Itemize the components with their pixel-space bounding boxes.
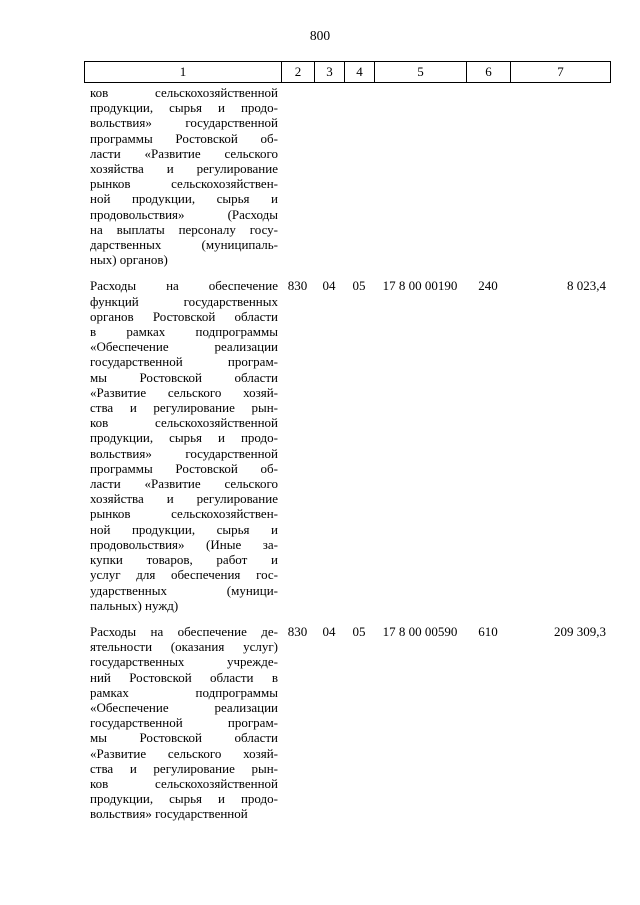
section-code: 04 xyxy=(322,278,336,294)
page-number: 800 xyxy=(309,28,331,43)
row-description xyxy=(84,85,281,267)
description-line: ной продукции, сырья и xyxy=(90,191,278,207)
description-line: услуг для обеспечения гос- xyxy=(90,567,278,583)
subsection-code: 05 xyxy=(352,623,366,639)
expense-type-code xyxy=(466,85,510,267)
description-line: ятельности (оказания услуг) xyxy=(90,639,278,655)
description-line: ков сельскохозяйственной xyxy=(90,775,278,791)
description-line: вольствия» государственной xyxy=(90,445,278,461)
description-line: мы Ростовской области xyxy=(90,369,278,385)
expense-type-code: 610 xyxy=(478,623,498,639)
description-line: ства и регулирование рын- xyxy=(90,760,278,776)
header-col-2: 2 xyxy=(282,62,315,83)
description-line: «Развитие сельского хозяй- xyxy=(90,745,278,761)
description-line: программы Ростовской об- xyxy=(90,460,278,476)
description-line: рынков сельскохозяйствен- xyxy=(90,506,278,522)
section-code xyxy=(314,85,344,267)
description-line: ков сельскохозяйственной xyxy=(90,415,278,431)
description-line: купки товаров, работ и xyxy=(90,552,278,568)
header-col-6: 6 xyxy=(467,62,511,83)
description-line: ков сельскохозяйственной xyxy=(90,85,278,100)
description-line: «Развитие сельского хозяй- xyxy=(90,384,278,400)
description-line: ласти «Развитие сельского xyxy=(90,145,278,161)
description-line: продовольствия» (Иные за- xyxy=(90,536,278,552)
description-line: органов Ростовской области xyxy=(90,308,278,324)
description-line: ной продукции, сырья и xyxy=(90,521,278,537)
description-line: дарственных (муниципаль- xyxy=(90,237,278,253)
description-line: в рамках подпрограммы xyxy=(90,324,278,340)
description-line: ства и регулирование рын- xyxy=(90,400,278,416)
description-line: хозяйства и регулирование xyxy=(90,161,278,177)
row-spacer xyxy=(84,267,610,278)
description-line: мы Ростовской области xyxy=(90,730,278,746)
ministry-code: 830 xyxy=(287,623,308,639)
expense-type-code: 240 xyxy=(478,278,498,294)
description-line: Расходы на обеспечение xyxy=(90,278,278,294)
description-line: программы Ростовской об- xyxy=(90,130,278,146)
description-line: государственной програм- xyxy=(90,354,278,370)
header-col-5: 5 xyxy=(375,62,467,83)
table-row xyxy=(84,278,610,612)
table-row xyxy=(84,85,610,267)
description-line: пальных) нужд) xyxy=(90,597,179,613)
description-line: функций государственных xyxy=(90,293,278,309)
row-spacer xyxy=(84,613,610,624)
amount-value: 8 023,4 xyxy=(567,278,606,294)
description-line: ударственных (муници- xyxy=(90,582,278,598)
description-line: Расходы на обеспечение де- xyxy=(90,623,278,639)
description-line: ласти «Развитие сельского xyxy=(90,476,278,492)
header-col-7: 7 xyxy=(511,62,611,83)
header-col-1: 1 xyxy=(85,62,282,83)
description-line: государственной програм- xyxy=(90,715,278,731)
description-line: государственных учрежде- xyxy=(90,654,278,670)
description-line: продукции, сырья и продо- xyxy=(90,100,278,116)
ministry-code: 830 xyxy=(287,278,308,294)
target-article-code: 17 8 00 00590 xyxy=(382,623,458,639)
ministry-code xyxy=(281,85,314,267)
table-row xyxy=(84,624,610,822)
description-line: вольствия» государственной xyxy=(90,115,278,131)
description-line: рынков сельскохозяйствен- xyxy=(90,176,278,192)
header-col-4: 4 xyxy=(345,62,375,83)
expense-table xyxy=(84,85,610,822)
amount-value: 209 309,3 xyxy=(554,623,606,639)
description-line: продовольствия» (Расходы xyxy=(90,206,278,222)
header-row xyxy=(85,62,611,83)
description-line: вольствия» государственной xyxy=(90,806,248,822)
subsection-code: 05 xyxy=(352,278,366,294)
description-line: ных) органов) xyxy=(90,252,168,268)
description-line: хозяйства и регулирование xyxy=(90,491,278,507)
description-line: на выплаты персоналу госу- xyxy=(90,221,278,237)
subsection-code xyxy=(344,85,374,267)
section-code: 04 xyxy=(322,623,336,639)
description-line: «Обеспечение реализации xyxy=(90,339,278,355)
row-description xyxy=(84,624,281,822)
header-col-3: 3 xyxy=(315,62,345,83)
target-article-code xyxy=(374,85,466,267)
description-line: ний Ростовской области в xyxy=(90,669,278,685)
description-line: продукции, сырья и продо- xyxy=(90,791,278,807)
target-article-code: 17 8 00 00190 xyxy=(382,278,458,294)
description-line: продукции, сырья и продо- xyxy=(90,430,278,446)
row-description xyxy=(84,278,281,612)
description-line: рамках подпрограммы xyxy=(90,684,278,700)
table-header xyxy=(84,61,611,83)
amount-value xyxy=(510,85,610,267)
description-line: «Обеспечение реализации xyxy=(90,699,278,715)
